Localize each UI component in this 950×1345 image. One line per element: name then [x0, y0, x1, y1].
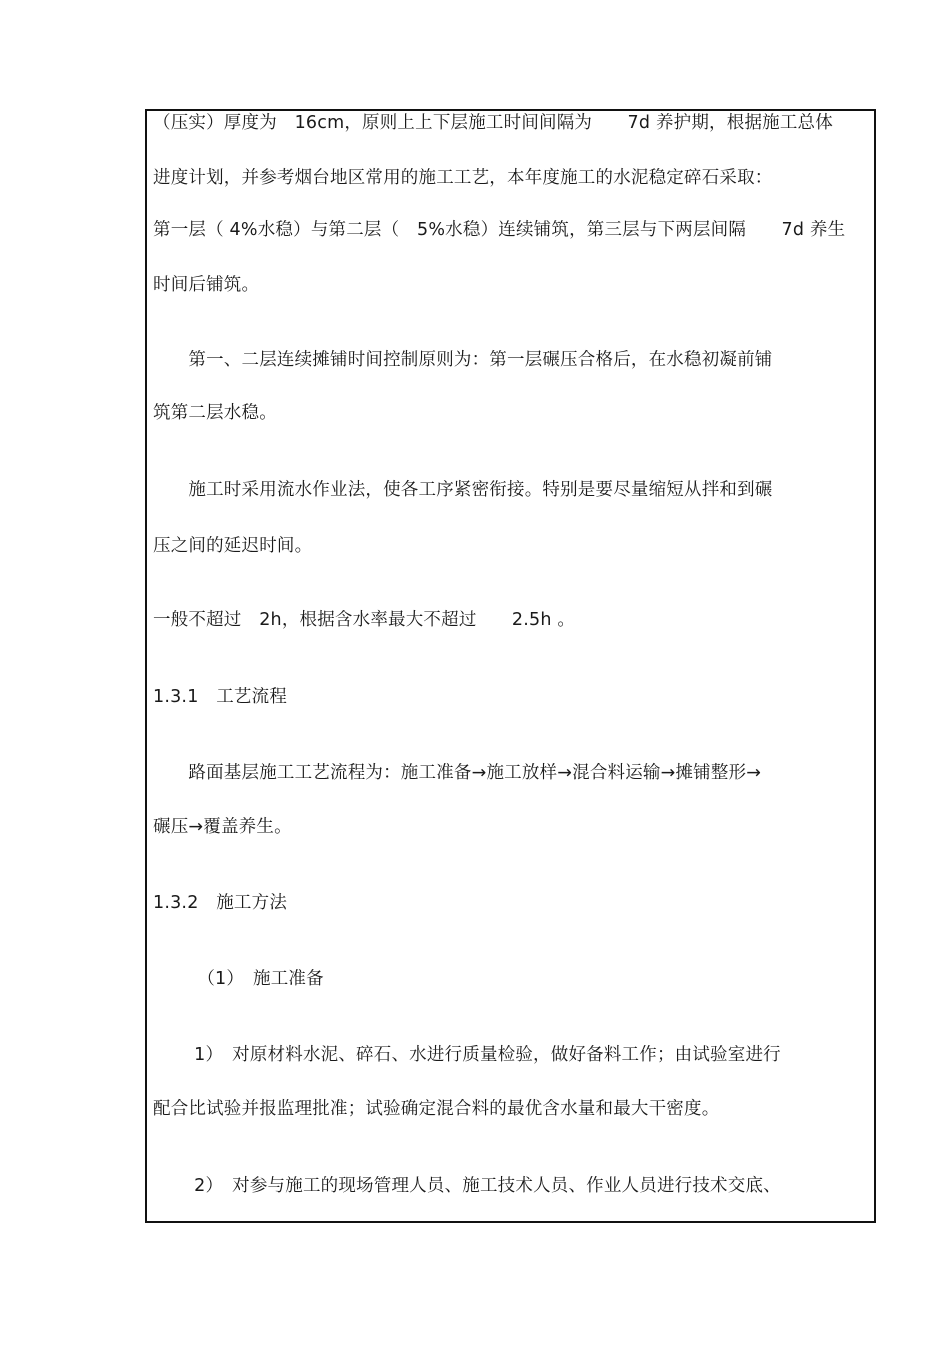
text-line: 筑第二层水稳。: [153, 403, 277, 423]
text-line: 路面基层施工工艺流程为：施工准备→施工放样→混合料运输→摊铺整形→: [153, 763, 762, 783]
text-line: 第一、二层连续摊铺时间控制原则为：第一层碾压合格后，在水稳初凝前铺: [153, 350, 773, 370]
section-heading: 1.3.2 施工方法: [153, 893, 288, 913]
text-line: 碾压→覆盖养生。: [153, 817, 292, 837]
text-line: 时间后铺筑。: [153, 275, 260, 295]
text-line: （压实）厚度为 16cm，原则上上下层施工时间间隔为 7d 养护期，根据施工总体: [153, 113, 833, 133]
section-heading: 1.3.1 工艺流程: [153, 687, 288, 707]
text-line: 第一层（ 4%水稳）与第二层（ 5%水稳）连续铺筑，第三层与下两层间隔 7d 养生: [153, 220, 846, 240]
text-line: 压之间的延迟时间。: [153, 536, 313, 556]
subsection-heading: （1） 施工准备: [153, 969, 324, 989]
text-line: 配合比试验并报监理批准；试验确定混合料的最优含水量和最大干密度。: [153, 1099, 720, 1119]
text-line: 2） 对参与施工的现场管理人员、施工技术人员、作业人员进行技术交底、: [153, 1176, 781, 1196]
text-line: 一般不超过 2h，根据含水率最大不超过 2.5h 。: [153, 610, 576, 630]
text-line: 1） 对原材料水泥、碎石、水进行质量检验，做好备料工作；由试验室进行: [153, 1045, 781, 1065]
text-line: 进度计划，并参考烟台地区常用的施工工艺，本年度施工的水泥稳定碎石采取：: [153, 168, 773, 188]
text-line: 施工时采用流水作业法，使各工序紧密衔接。特别是要尽量缩短从拌和到碾: [153, 480, 773, 500]
